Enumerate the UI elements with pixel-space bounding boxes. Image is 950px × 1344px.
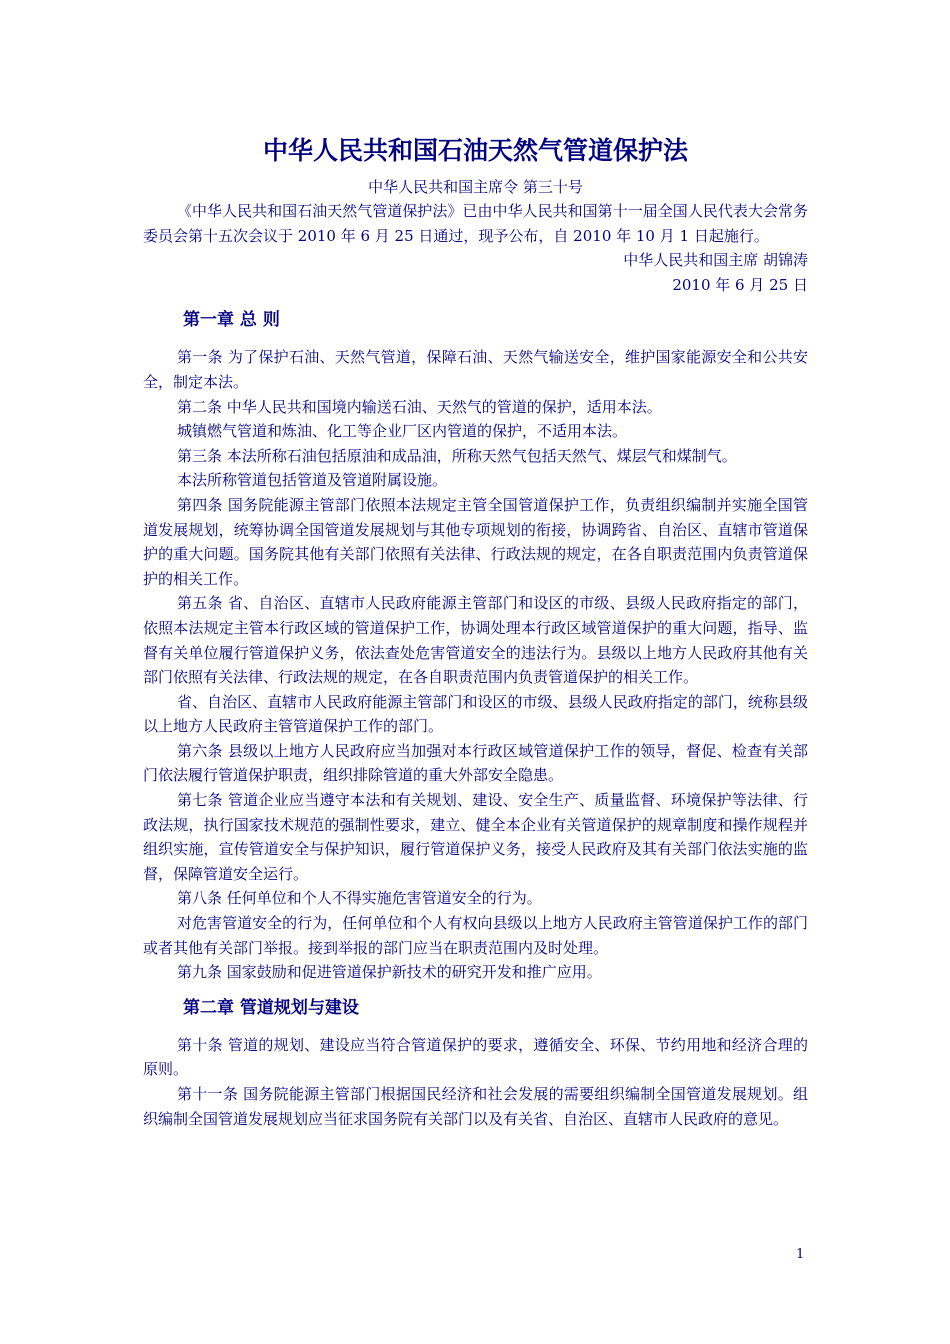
document-body bbox=[143, 133, 808, 1131]
article-paragraph: 第四条 国务院能源主管部门依照本法规定主管全国管道保护工作，负责组织编制并实施全国管道发展规划，统筹协调全国管道发展规划与其他专项规划的衔接，协调跨省、自治区、直辖市管道保护的重大问题。国务院其他有关部门依照有关法律、行政法规的规定，在各自职责范围内负责管道保护的相关工作。 bbox=[143, 495, 808, 588]
signing-date: 2010 年 6 月 25 日 bbox=[672, 275, 808, 294]
page-number: 1 bbox=[796, 1247, 805, 1262]
chapter-heading-1: 第一章 总 则 bbox=[183, 310, 280, 331]
presidential-order: 中华人民共和国主席令 第三十号 bbox=[368, 178, 583, 196]
article-paragraph: 第十条 管道的规划、建设应当符合管道保护的要求，遵循安全、环保、节约用地和经济合理的原则。 bbox=[143, 1035, 808, 1079]
intro-paragraph: 《中华人民共和国石油天然气管道保护法》已由中华人民共和国第十一届全国人民代表大会常务委员会第十五次会议于 2010 年 6 月 25 日通过，现予公布，自 2010 年 10 月 1 日起施行。 bbox=[143, 202, 808, 245]
article-paragraph: 省、自治区、直辖市人民政府能源主管部门和设区的市级、县级人民政府指定的部门，统称县级以上地方人民政府主管管道保护工作的部门。 bbox=[143, 692, 808, 736]
article-paragraph: 第六条 县级以上地方人民政府应当加强对本行政区域管道保护工作的领导，督促、检查有关部门依法履行管道保护职责，组织排除管道的重大外部安全隐患。 bbox=[143, 741, 808, 785]
article-paragraph: 城镇燃气管道和炼油、化工等企业厂区内管道的保护，不适用本法。 bbox=[177, 422, 628, 441]
article-paragraph: 第二条 中华人民共和国境内输送石油、天然气的管道的保护，适用本法。 bbox=[177, 397, 662, 416]
article-paragraph: 第八条 任何单位和个人不得实施危害管道安全的行为。 bbox=[177, 889, 542, 908]
article-paragraph: 第九条 国家鼓励和促进管道保护新技术的研究开发和推广应用。 bbox=[177, 963, 602, 982]
article-paragraph: 第七条 管道企业应当遵守本法和有关规划、建设、安全生产、质量监督、环境保护等法律、行政法规，执行国家技术规范的强制性要求，建立、健全本企业有关管道保护的规章制度和操作规程并组织实施，宣传管道安全与保护知识，履行管道保护义务，接受人民政府及其有关部门依法实施的监督，保障管道安全运行。 bbox=[143, 791, 808, 883]
article-paragraph: 对危害管道安全的行为，任何单位和个人有权向县级以上地方人民政府主管管道保护工作的部门或者其他有关部门举报。接到举报的部门应当在职责范围内及时处理。 bbox=[143, 914, 808, 957]
article-paragraph: 第五条 省、自治区、直辖市人民政府能源主管部门和设区的市级、县级人民政府指定的部门，依照本法规定主管本行政区域的管道保护工作，协调处理本行政区域管道保护的重大问题，指导、监督有关单位履行管道保护义务，依法查处危害管道安全的违法行为。县级以上地方人民政府其他有关部门依照有关法律、行政法规的规定，在各自职责范围内负责管道保护的相关工作。 bbox=[143, 594, 808, 687]
article-paragraph: 第十一条 国务院能源主管部门根据国民经济和社会发展的需要组织编制全国管道发展规划。组织编制全国管道发展规划应当征求国务院有关部门以及有关省、自治区、直辖市人民政府的意见。 bbox=[143, 1085, 808, 1128]
document-title: 中华人民共和国石油天然气管道保护法 bbox=[262, 136, 688, 165]
article-paragraph: 本法所称管道包括管道及管道附属设施。 bbox=[177, 471, 448, 490]
chapter-heading-2: 第二章 管道规划与建设 bbox=[183, 997, 359, 1018]
article-paragraph: 第三条 本法所称石油包括原油和成品油，所称天然气包括天然气、煤层气和煤制气。 bbox=[177, 446, 737, 465]
article-paragraph: 第一条 为了保护石油、天然气管道，保障石油、天然气输送安全，维护国家能源安全和公共安全，制定本法。 bbox=[143, 348, 808, 391]
signer: 中华人民共和国主席 胡锦涛 bbox=[623, 251, 808, 270]
